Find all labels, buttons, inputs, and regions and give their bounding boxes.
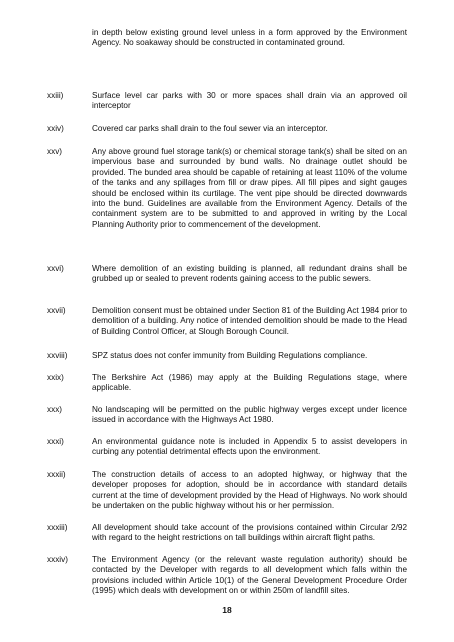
list-item-text: No landscaping will be permitted on the public highway verges except under licence issued in accordance with the Highways Act 1980. — [92, 405, 407, 425]
list-item-text: Any above ground fuel storage tank(s) or chemical storage tank(s) shall be sited on an impervious base and surrounded by bund walls. No drainage outlet should be provided. The bunded area should be capable of retaining at least 110% of the volume of the tanks and any spillages from fill or draw pipes. All fill pipes and sight gauges should be enclosed within its curtilage. The vent pipe should be directed downwards into the bund. Guidelines are available from the Environment Agency. Details of the containment system are to be submitted to and approved in writing by the Local Planning Authority prior to commencement of the development. — [92, 147, 407, 229]
list-item-number: xxxiv) — [47, 555, 68, 564]
list-item-text: SPZ status does not confer immunity from Building Regulations compliance. — [92, 351, 368, 360]
list-item-text: An environmental guidance note is included in Appendix 5 to assist developers in curbing any potential detrimental effects upon the environment. — [92, 437, 407, 457]
list-item-text: All development should take account of the provisions contained within Circular 2/92 with regard to the height restrictions on tall buildings within aircraft flight paths. — [92, 523, 407, 543]
list-item-number: xxv) — [47, 147, 63, 156]
list-item-number: xxxi) — [47, 437, 64, 446]
list-item-number: xxvii) — [47, 306, 66, 315]
list-item-text: Surface level car parks with 30 or more spaces shall drain via an approved oil interceptor — [92, 91, 407, 111]
list-item-number: xxviii) — [47, 351, 68, 360]
list-item-number: xxvi) — [47, 264, 64, 273]
list-item-text: The Berkshire Act (1986) may apply at the Building Regulations stage, where applicable. — [92, 373, 407, 393]
list-item-number: xxx) — [47, 405, 63, 414]
list-item-text: Demolition consent must be obtained under Section 81 of the Building Act 1984 prior to demolition of a building. Any notice of intended demolition should be made to the Head of Building Control Officer, at Slough Borough Council. — [92, 306, 407, 336]
list-item-number: xxix) — [47, 373, 64, 382]
continuation-paragraph: in depth below existing ground level unless in a form approved by the Environment Agency. No soakaway should be constructed in contaminated ground. — [92, 28, 407, 48]
list-item-number: xxiv) — [47, 124, 64, 133]
list-item-number: xxxiii) — [47, 523, 68, 532]
list-item-text: The Environment Agency (or the relevant waste regulation authority) should be contacted by the Developer with regards to all development which falls within the provisions included within Article 10(1) of the General Development Procedure Order (1995) which deals with development on or within 250m of landfill sites. — [92, 555, 407, 596]
list-item-text: Covered car parks shall drain to the foul sewer via an interceptor. — [92, 124, 328, 133]
page-number: 18 — [222, 605, 232, 615]
list-item-text: Where demolition of an existing building is planned, all redundant drains shall be grubbed up or sealed to prevent rodents gaining access to the public sewers. — [92, 264, 407, 284]
list-item-number: xxxii) — [47, 470, 66, 479]
list-item-number: xxiii) — [47, 91, 64, 100]
list-item-text: The construction details of access to an adopted highway, or highway that the developer proposes for adoption, should be in accordance with standard details current at the time of development provided by the Head of Highways. No work should be undertaken on the public highway without his or her permission. — [92, 470, 407, 511]
